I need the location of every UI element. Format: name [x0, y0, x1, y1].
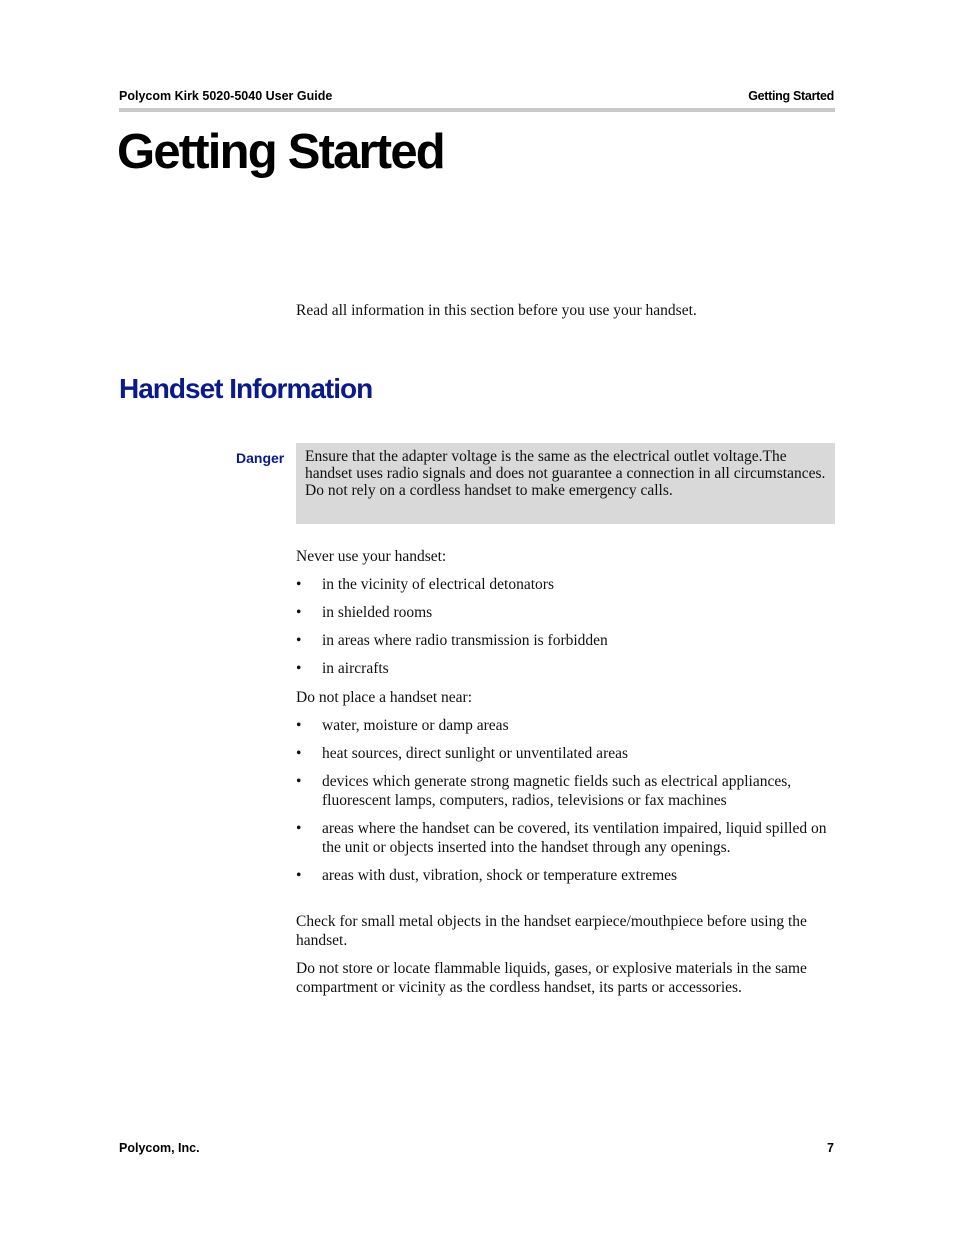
header-section-name: Getting Started [748, 89, 834, 103]
list-item: • areas where the handset can be covered, its ventilation impaired, liquid spilled on the unit or objects inserted into the handset through any openings. [296, 820, 827, 856]
never-use-lead: Never use your handset: [296, 548, 447, 565]
do-not-place-lead: Do not place a handset near: [296, 689, 473, 706]
list-item: • in areas where radio transmission is forbidden [296, 632, 608, 649]
danger-label: Danger [236, 450, 285, 466]
list-item: • devices which generate strong magnetic fields such as electrical appliances, fluorescent lamps, computers, radios, televisions or fax machines [296, 773, 792, 809]
list-item: • heat sources, direct sunlight or unventilated areas [296, 745, 629, 762]
page-title: Getting Started [117, 125, 444, 179]
list-item: • water, moisture or damp areas [296, 717, 509, 734]
list-item: • in the vicinity of electrical detonators [296, 576, 554, 593]
list-item: • areas with dust, vibration, shock or temperature extremes [296, 867, 678, 884]
footer-company: Polycom, Inc. [119, 1141, 200, 1155]
bullet-icon: • [296, 660, 302, 677]
header-doc-title: Polycom Kirk 5020-5040 User Guide [119, 89, 333, 103]
bullet-icon: • [296, 820, 302, 837]
danger-callout: Ensure that the adapter voltage is the same as the electrical outlet voltage.The handset uses radio signals and does not guarantee a connection in all circumstances. Do not rely on a cordless handset to make emergency calls. [296, 443, 835, 524]
check-paragraph: Check for small metal objects in the handset earpiece/mouthpiece before using the handset. [296, 913, 807, 949]
bullet-icon: • [296, 745, 302, 762]
bullet-icon: • [296, 717, 302, 734]
do-not-place-list [296, 716, 836, 894]
bullet-icon: • [296, 632, 302, 649]
bullet-icon: • [296, 773, 302, 790]
never-use-list [296, 575, 836, 687]
list-item: • in aircrafts [296, 660, 389, 677]
header-divider [119, 108, 835, 112]
bullet-icon: • [296, 867, 302, 884]
intro-paragraph: Read all information in this section before you use your handset. [296, 302, 697, 319]
bullet-icon: • [296, 604, 302, 621]
list-item: • in shielded rooms [296, 604, 433, 621]
section-heading: Handset Information [119, 373, 373, 404]
bullet-icon: • [296, 576, 302, 593]
footer-page-number: 7 [827, 1141, 834, 1155]
storage-paragraph: Do not store or locate flammable liquids, gases, or explosive materials in the same compartment or vicinity as the cordless handset, its parts or accessories. [296, 960, 807, 996]
